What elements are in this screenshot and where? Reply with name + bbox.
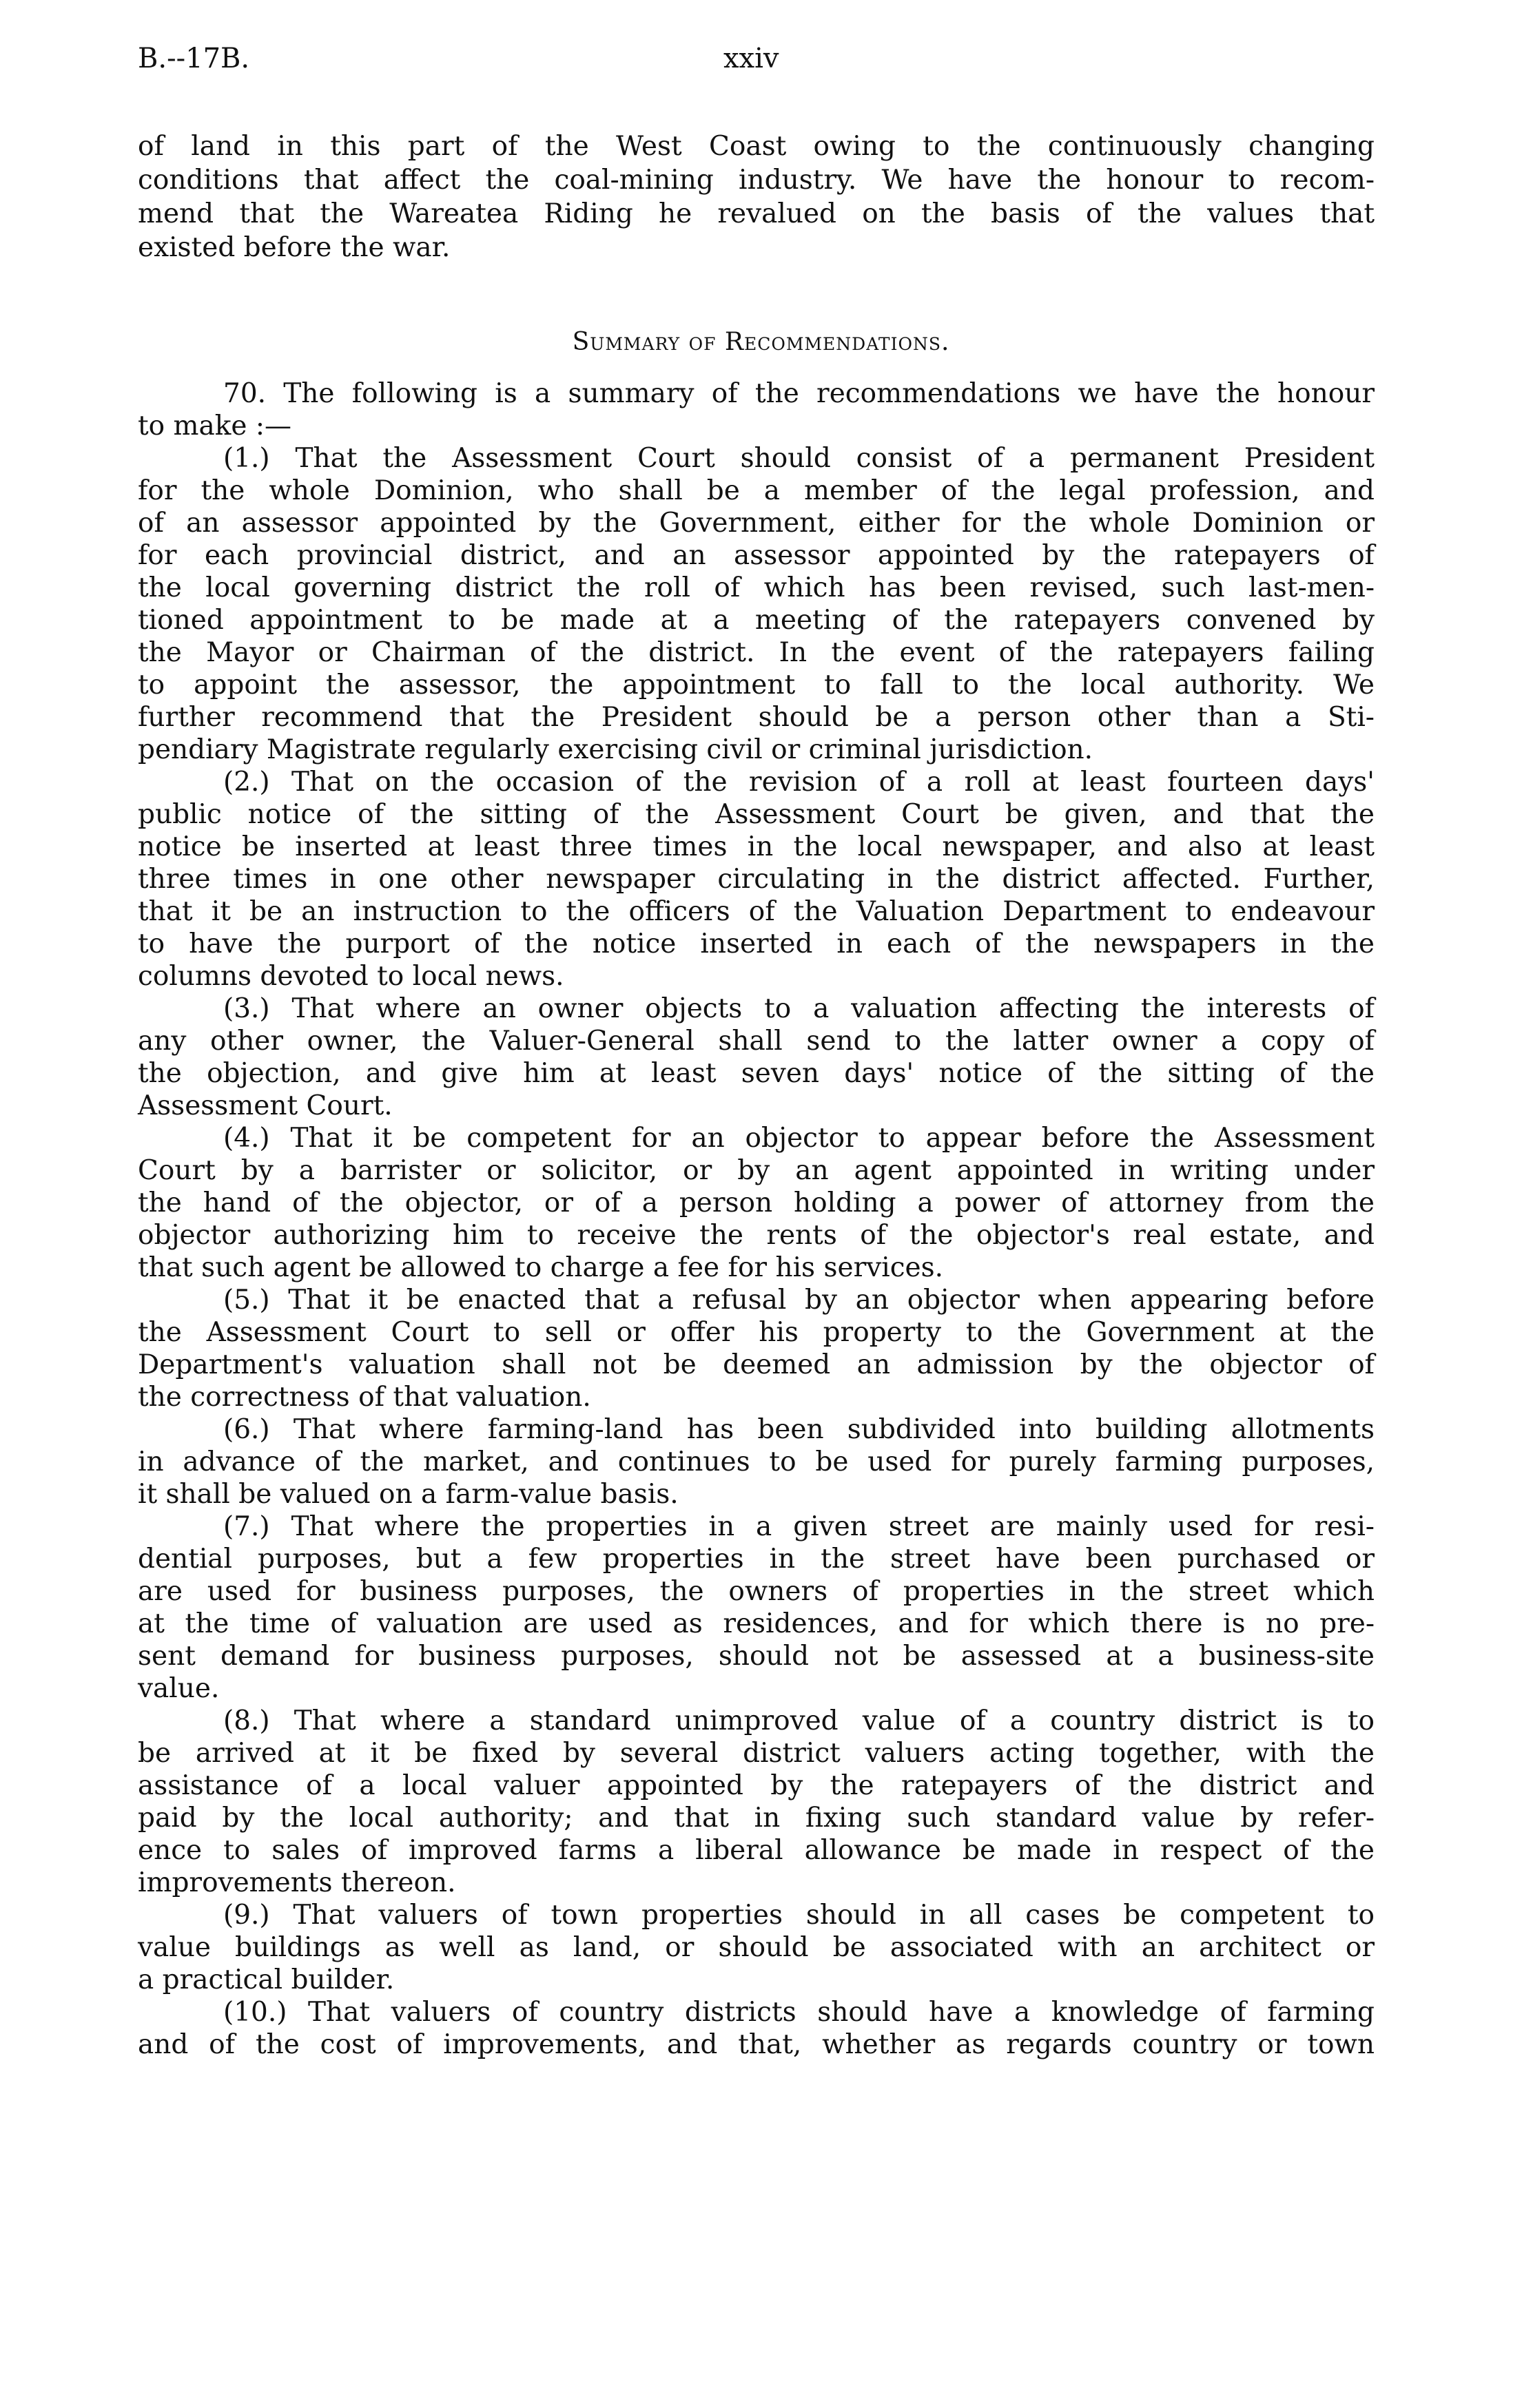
text-line: for each provincial district, and an assessor appointed by the ratepayers of xyxy=(138,540,1375,571)
text-line: (2.) That on the occasion of the revision of a roll at least fourteen days' xyxy=(223,767,1375,798)
text-line: three times in one other newspaper circulating in the district affected. Further, xyxy=(138,864,1375,895)
text-line: public notice of the sitting of the Assessment Court be given, and that the xyxy=(138,799,1375,830)
text-line: value buildings as well as land, or should be associated with an architect or xyxy=(138,1932,1375,1963)
text-line: the correctness of that valuation. xyxy=(138,1382,591,1413)
text-line: columns devoted to local news. xyxy=(138,961,564,992)
text-line: assistance of a local valuer appointed by the ratepayers of the district and xyxy=(138,1770,1375,1801)
text-line: (9.) That valuers of town properties should in all cases be competent to xyxy=(223,1900,1375,1931)
recommendation-paragraph xyxy=(138,766,1375,993)
text-line: the local governing district the roll of which has been revised, such last-men- xyxy=(138,572,1375,603)
recommendation-paragraph xyxy=(138,442,1375,766)
intro-paragraph xyxy=(138,129,1375,264)
text-line: be arrived at it be fixed by several district valuers acting together, with the xyxy=(138,1738,1375,1769)
recommendation-paragraph xyxy=(138,1899,1375,1996)
text-line: (1.) That the Assessment Court should consist of a permanent President xyxy=(223,443,1375,474)
recommendation-paragraph xyxy=(138,1996,1375,2061)
text-line: value. xyxy=(138,1673,220,1704)
text-line: objector authorizing him to receive the rents of the objector's real estate, and xyxy=(138,1220,1375,1251)
recommendation-paragraph xyxy=(138,1413,1375,1511)
text-line: further recommend that the President should be a person other than a Sti- xyxy=(138,702,1375,733)
summary-intro-paragraph xyxy=(138,377,1375,442)
text-line: of land in this part of the West Coast owing to the continuously changing xyxy=(138,131,1375,162)
text-line: existed before the war. xyxy=(138,232,451,263)
text-line: the hand of the objector, or of a person holding a power of attorney from the xyxy=(138,1187,1375,1218)
text-line: and of the cost of improvements, and that, whether as regards country or town xyxy=(138,2029,1375,2060)
text-line: dential purposes, but a few properties in the street have been purchased or xyxy=(138,1544,1375,1575)
text-line: sent demand for business purposes, should not be assessed at a business-site xyxy=(138,1641,1375,1672)
recommendations-body xyxy=(138,377,1375,2061)
text-line: to have the purport of the notice inserted in each of the newspapers in the xyxy=(138,928,1375,959)
text-line: (10.) That valuers of country districts should have a knowledge of farming xyxy=(223,1997,1375,2028)
text-line: Assessment Court. xyxy=(138,1090,393,1121)
text-line: it shall be valued on a farm-value basis. xyxy=(138,1479,679,1510)
page-number: xxiv xyxy=(723,43,779,74)
text-line: that such agent be allowed to charge a fee for his services. xyxy=(138,1252,944,1283)
text-line: paid by the local authority; and that in fixing such standard value by refer- xyxy=(138,1803,1375,1834)
text-line: (7.) That where the properties in a given street are mainly used for resi- xyxy=(223,1511,1375,1542)
text-line: (5.) That it be enacted that a refusal by an objector when appearing before xyxy=(223,1285,1375,1316)
text-line: to make :— xyxy=(138,411,292,442)
text-line: (3.) That where an owner objects to a valuation affecting the interests of xyxy=(223,993,1375,1024)
text-line: the Mayor or Chairman of the district. In the event of the ratepayers failing xyxy=(138,637,1375,668)
text-line: at the time of valuation are used as residences, and for which there is no pre- xyxy=(138,1608,1375,1639)
text-line: (8.) That where a standard unimproved value of a country district is to xyxy=(223,1705,1375,1736)
text-line: of an assessor appointed by the Government, either for the whole Dominion or xyxy=(138,508,1375,539)
text-line: conditions that affect the coal-mining industry. We have the honour to recom- xyxy=(138,165,1375,196)
text-line: the Assessment Court to sell or offer his property to the Government at the xyxy=(138,1317,1375,1348)
text-line: 70. The following is a summary of the recommendations we have the honour xyxy=(223,378,1375,409)
recommendation-paragraph xyxy=(138,1284,1375,1413)
text-line: Department's valuation shall not be deemed an admission by the objector of xyxy=(138,1349,1375,1380)
recommendation-paragraph xyxy=(138,1122,1375,1284)
text-line: the objection, and give him at least seven days' notice of the sitting of the xyxy=(138,1058,1375,1089)
text-line: pendiary Magistrate regularly exercising civil or criminal jurisdiction. xyxy=(138,734,1093,765)
text-line: tioned appointment to be made at a meeting of the ratepayers convened by xyxy=(138,605,1375,636)
text-line: in advance of the market, and continues to be used for purely farming purposes, xyxy=(138,1446,1375,1477)
text-line: a practical builder. xyxy=(138,1964,395,1995)
text-line: Court by a barrister or solicitor, or by an agent appointed in writing under xyxy=(138,1155,1375,1186)
section-heading: Summary of Recommendations. xyxy=(572,328,950,356)
text-line: for the whole Dominion, who shall be a member of the legal profession, and xyxy=(138,475,1375,506)
text-line: (4.) That it be competent for an objector to appear before the Assessment xyxy=(223,1123,1375,1154)
recommendation-paragraph xyxy=(138,1511,1375,1705)
text-line: mend that the Wareatea Riding he revalued on the basis of the values that xyxy=(138,198,1375,229)
document-reference: B.--17B. xyxy=(138,43,250,74)
text-line: notice be inserted at least three times in the local newspaper, and also at least xyxy=(138,831,1375,862)
recommendation-paragraph xyxy=(138,1705,1375,1899)
text-line: any other owner, the Valuer-General shall send to the latter owner a copy of xyxy=(138,1026,1375,1057)
text-line: are used for business purposes, the owners of properties in the street which xyxy=(138,1576,1375,1607)
text-line: that it be an instruction to the officers of the Valuation Department to endeavour xyxy=(138,896,1375,927)
text-line: improvements thereon. xyxy=(138,1867,456,1898)
recommendation-paragraph xyxy=(138,993,1375,1122)
text-line: (6.) That where farming-land has been subdivided into building allotments xyxy=(223,1414,1375,1445)
text-line: to appoint the assessor, the appointment to fall to the local authority. We xyxy=(138,670,1375,700)
text-line: ence to sales of improved farms a liberal allowance be made in respect of the xyxy=(138,1835,1375,1866)
